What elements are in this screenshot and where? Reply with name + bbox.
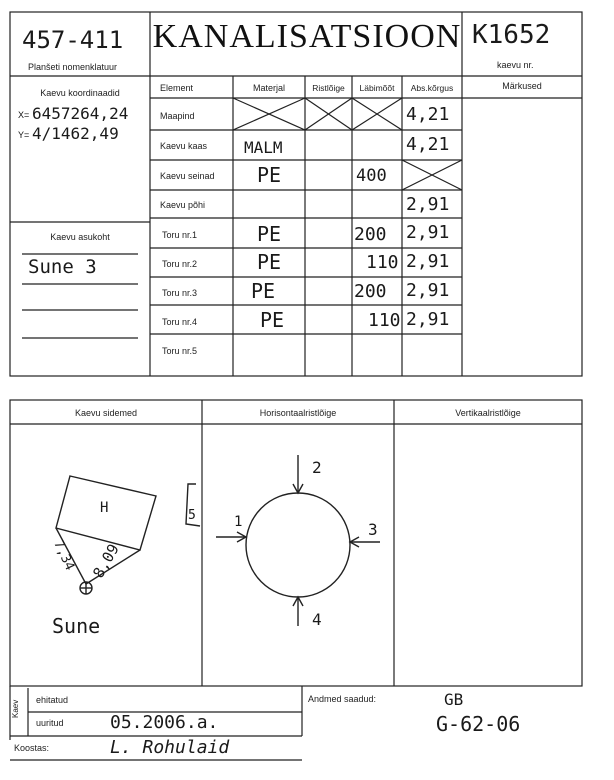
- x-coordinate: 6457264,24: [32, 104, 129, 123]
- horizontal-section-sketch: [216, 455, 380, 626]
- row-labimoot: 400: [356, 166, 387, 186]
- building-side-label: 5: [188, 508, 196, 523]
- row-abs: 2,91: [406, 222, 450, 243]
- y-prefix: Y=: [18, 130, 30, 140]
- pipe-1-label: 1: [234, 514, 243, 530]
- header-abs-korgus: Abs.kõrgus: [410, 83, 454, 93]
- row-abs: 4,21: [406, 104, 450, 125]
- ehitatud-label: ehitatud: [36, 695, 69, 705]
- row-materjal: PE: [257, 250, 282, 274]
- row-element: Kaevu põhi: [160, 200, 206, 210]
- location-value: Sune 3: [28, 256, 97, 278]
- andmed-label: Andmed saadud:: [308, 694, 377, 704]
- ties-label: Kaevu sidemed: [74, 408, 138, 418]
- pipe-4-label: 4: [312, 610, 322, 629]
- form-title: KANALISATSIOON: [152, 18, 462, 55]
- row-abs: 2,91: [406, 251, 450, 272]
- row-element: Toru nr.3: [162, 288, 198, 298]
- row-element: Kaevu seinad: [160, 171, 215, 181]
- row-materjal: PE: [260, 308, 285, 332]
- row-element: Toru nr.4: [162, 317, 198, 327]
- row-abs: 2,91: [406, 194, 450, 215]
- vertical-section-label: Vertikaalristlõige: [455, 408, 521, 418]
- pipe-3-label: 3: [368, 520, 378, 539]
- well-ties-sketch: [56, 476, 200, 594]
- row-materjal: PE: [257, 163, 282, 187]
- distance-left: 7,34: [50, 538, 78, 573]
- header-materjal: Materjal: [252, 83, 285, 93]
- building-label: H: [100, 500, 109, 516]
- row-element: Maapind: [160, 111, 195, 121]
- andmed-value-1: GB: [444, 690, 464, 709]
- well-number-label: kaevu nr.: [497, 60, 534, 70]
- row-labimoot: 200: [354, 281, 387, 302]
- header-markused: Märkused: [502, 81, 542, 91]
- koostas-label: Koostas:: [14, 743, 50, 753]
- header-element: Element: [160, 83, 194, 93]
- x-prefix: X=: [18, 110, 30, 120]
- horizontal-section-label: Horisontaalristlõige: [259, 408, 337, 418]
- location-label: Kaevu asukoht: [50, 232, 110, 242]
- row-materjal: PE: [251, 279, 276, 303]
- pipe-2-label: 2: [312, 458, 322, 477]
- y-coordinate: 4/1462,49: [32, 124, 119, 143]
- row-labimoot: 110: [366, 252, 399, 273]
- row-materjal: PE: [257, 222, 282, 246]
- header-labimoot: Läbimõõt: [359, 83, 395, 93]
- uuritud-label: uuritud: [36, 718, 64, 728]
- uuritud-value: 05.2006.a.: [110, 712, 219, 733]
- row-labimoot: 200: [354, 224, 387, 245]
- row-labimoot: 110: [368, 310, 401, 331]
- coordinates-label: Kaevu koordinaadid: [40, 88, 120, 98]
- row-abs: 2,91: [406, 280, 450, 301]
- koostas-value: L. Rohulaid: [110, 737, 230, 758]
- sheet-number-label: Planšeti nomenklatuur: [28, 62, 118, 72]
- row-element: Kaevu kaas: [160, 141, 208, 151]
- andmed-value-2: G-62-06: [436, 712, 521, 736]
- kaev-label: Kaev: [11, 699, 20, 718]
- row-element: Toru nr.5: [162, 346, 198, 356]
- header-ristloige: Ristlõige: [312, 83, 345, 93]
- well-number: K1652: [472, 20, 551, 50]
- row-element: Toru nr.1: [162, 230, 198, 240]
- row-abs: 2,91: [406, 309, 450, 330]
- row-abs: 4,21: [406, 134, 450, 155]
- street-label: Sune: [52, 614, 101, 638]
- row-element: Toru nr.2: [162, 259, 198, 269]
- sheet-number: 457-411: [22, 26, 124, 54]
- distance-right: 8,09: [89, 540, 123, 582]
- row-materjal: MALM: [244, 138, 283, 157]
